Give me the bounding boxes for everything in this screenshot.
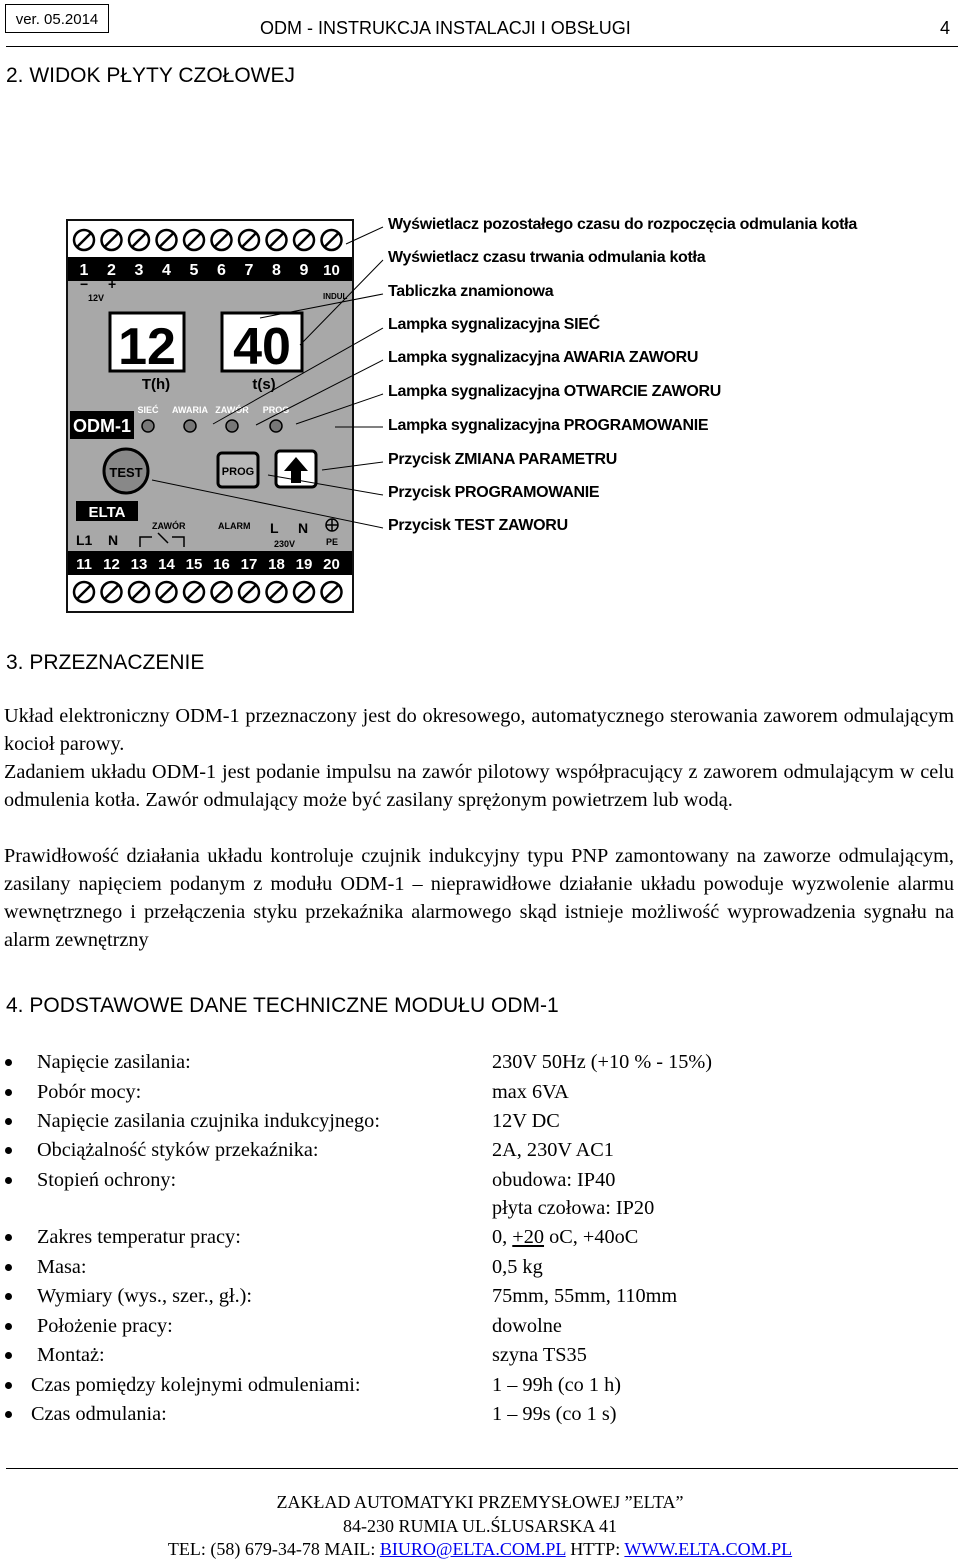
purpose-paragraph-2: Zadaniem układu ODM-1 jest podanie impulsu na zawór pilotowy współpracujący z zaworem odmulającym w celu odmulenia kotła. Zawór odmulający może być zasilany sprężonym powietrzem lub wodą. [4,761,954,811]
spec-label: Napięcie zasilania: [37,1051,191,1073]
spec-label: Montaż: [37,1344,105,1366]
callout-lamp-power: Lampka sygnalizacyjna SIEĆ [388,316,600,333]
lamp-label: AWARIA [172,405,208,415]
section-3-title: 3. PRZEZNACZENIE [6,651,205,674]
callout-lamp-valve-fault: Lampka sygnalizacyjna AWARIA ZAWORU [388,349,699,366]
spec-value-part: oC, +40oC [544,1226,639,1248]
document-title: ODM - INSTRUKCJA INSTALACJI I OBSŁUGI [260,18,631,38]
terminal-number: 12 [103,556,120,573]
l2-label: L [270,520,279,536]
seconds-label: t(s) [252,376,276,393]
terminal-number: 10 [323,262,340,279]
leader-6 [296,394,383,424]
l1-label: L1 [76,532,93,548]
terminal-number: 6 [217,262,226,279]
version-badge: ver. 05.2014 [5,4,109,33]
leader-10 [152,480,383,528]
bullet-icon [5,1352,12,1359]
spec-value [492,1223,638,1252]
zawor-label: ZAWÓR [152,521,186,531]
spec-row [0,1078,960,1107]
footer-www-link[interactable]: WWW.ELTA.COM.PL [624,1539,793,1559]
spec-row [0,1107,960,1136]
spec-value: 1 – 99h (co 1 h) [492,1374,621,1396]
footer-address: 84-230 RUMIA UL.ŚLUSARSKA 41 [342,1516,618,1536]
spec-value: obudowa: IP40 [492,1169,616,1191]
spec-label: Masa: [37,1256,87,1278]
terminal-number: 17 [240,556,258,573]
spec-label: Czas pomiędzy kolejnymi odmuleniami: [31,1374,361,1396]
section-2-title: 2. WIDOK PŁYTY CZOŁOWEJ [6,64,295,87]
spec-value: max 6VA [492,1081,569,1103]
terminal-number: 4 [162,262,171,279]
terminal-number: 5 [189,262,199,279]
bullet-icon [5,1293,12,1300]
spec-label: Obciążalność styków przekaźnika: [37,1139,319,1161]
bullet-icon [5,1264,12,1271]
terminal-number: 18 [268,556,285,573]
terminal-number: 16 [213,556,230,573]
footer-tel: TEL: (58) 679-34-78 MAIL: [167,1539,380,1559]
terminal-number: 13 [130,556,148,573]
seconds-display-value: 40 [233,318,291,376]
spec-label: Stopień ochrony: [37,1169,177,1191]
hours-display-value: 12 [118,318,176,376]
lamp-label: ZAWÓR [215,405,249,415]
spec-value: 75mm, 55mm, 110mm [492,1285,678,1307]
terminal-number: 1 [79,262,89,279]
spec-value-part: 0, [492,1226,513,1248]
hours-label: T(h) [141,376,171,393]
v230-label: 230V [274,539,296,549]
spec-row [0,1223,960,1252]
spec-value: 2A, 230V AC1 [492,1139,614,1161]
bullet-icon [5,1147,12,1154]
spec-row [0,1312,960,1341]
spec-row [0,1282,960,1311]
terminal-number: 3 [134,262,144,279]
callout-button-change-parameter: Przycisk ZMIANA PARAMETRU [388,451,617,468]
prog-button-label: PROG [221,466,255,478]
lamp-label: PROG [262,405,290,415]
spec-row-continuation [0,1194,960,1223]
footer-http-label: HTTP: [565,1539,625,1559]
spec-row [0,1048,960,1077]
lamp-label: SIEĆ [137,405,159,415]
leader-3 [260,294,383,318]
spec-value: dowolne [492,1315,562,1337]
spec-value: 230V 50Hz (+10 % - 15%) [492,1051,713,1073]
terminal-number: 7 [244,262,254,279]
spec-label: Czas odmulania: [31,1403,167,1425]
callout-remaining-time-display: Wyświetlacz pozostałego czasu do rozpoczęcia odmulania kotła [388,216,857,233]
elta-logo-text: ELTA [88,504,126,521]
footer-company: ZAKŁAD AUTOMATYKI PRZEMYSŁOWEJ ”ELTA” [276,1492,684,1512]
minus-mark: − [80,276,89,292]
footer-rule [6,1468,958,1469]
footer-contact [0,1539,960,1560]
section-4-title: 4. PODSTAWOWE DANE TECHNICZNE MODUŁU ODM-1 [6,994,559,1017]
bullet-icon [5,1382,12,1389]
terminal-number: 19 [295,556,313,573]
terminal-number: 9 [299,262,309,279]
footer-mail-link[interactable]: BIURO@ELTA.COM.PL [379,1539,566,1559]
callout-lamp-programming: Lampka sygnalizacyjna PROGRAMOWANIE [388,417,709,434]
spec-row [0,1400,960,1429]
sensor-label: INDUL [323,292,348,301]
spec-value: płyta czołowa: IP20 [492,1197,655,1219]
bullet-icon [5,1059,12,1066]
bullet-icon [5,1089,12,1096]
leader-4 [213,328,383,424]
spec-value-underlined: +20 [512,1226,545,1248]
leader-1 [346,227,383,244]
terminal-number: 14 [158,556,175,573]
plus-mark: + [108,276,117,292]
spec-row [0,1253,960,1282]
test-button-label: TEST [109,465,143,480]
callout-lamp-valve-open: Lampka sygnalizacyjna OTWARCIE ZAWORU [388,383,721,400]
leader-9 [268,475,383,495]
callout-duration-display: Wyświetlacz czasu trwania odmulania kotła [388,249,706,266]
terminal-number: 15 [185,556,203,573]
bullet-icon [5,1177,12,1184]
spec-value: 12V DC [492,1110,560,1132]
spec-row [0,1136,960,1165]
bullet-icon [5,1411,12,1418]
spec-label: Pobór mocy: [37,1081,142,1103]
alarm-label: ALARM [218,521,251,531]
spec-label: Napięcie zasilania czujnika indukcyjnego: [37,1110,380,1132]
v12-label: 12V [88,293,105,303]
bullet-icon [5,1323,12,1330]
spec-label: Zakres temperatur pracy: [37,1226,241,1248]
terminal-number: 8 [272,262,281,279]
terminal-number: 20 [323,556,340,573]
purpose-paragraph-3: Prawidłowość działania układu kontroluje czujnik indukcyjny typu PNP zamontowany na zaworze odmulającym, zasilany napięciem podanym z modułu ODM-1 – nieprawidłowe działanie układu powoduje wyzwolenie alarmu wewnętrznego i przełączenia styku przekaźnika alarmowego skąd istnieje możliwość wyprowadzenia sygnału na alarm zewnętrzny [4,845,954,951]
spec-row [0,1341,960,1370]
terminal-number: 11 [76,556,92,573]
page-number: 4 [940,18,951,38]
spec-label: Położenie pracy: [37,1315,173,1337]
purpose-paragraph-1: Układ elektroniczny ODM-1 przeznaczony jest do okresowego, automatycznego sterowania zaworem odmulającym kocioł parowy. [4,705,954,755]
spec-value: 0,5 kg [492,1256,543,1278]
n1-label: N [108,532,119,548]
spec-value: 1 – 99s (co 1 s) [492,1403,617,1425]
bullet-icon [5,1234,12,1241]
leader-8 [322,462,383,470]
bullet-icon [5,1118,12,1125]
spec-label: Wymiary (wys., szer., gł.): [37,1285,253,1307]
pe-label: PE [326,537,339,547]
callout-button-programming: Przycisk PROGRAMOWANIE [388,484,600,501]
model-label: ODM-1 [73,416,131,436]
spec-row [0,1371,960,1400]
leader-5 [256,360,383,425]
n2-label: N [298,520,309,536]
callout-button-test-valve: Przycisk TEST ZAWORU [388,517,568,534]
terminal-number: 2 [107,262,116,279]
spec-value: szyna TS35 [492,1344,587,1366]
spec-row [0,1166,960,1195]
callout-nameplate: Tabliczka znamionowa [388,283,554,300]
